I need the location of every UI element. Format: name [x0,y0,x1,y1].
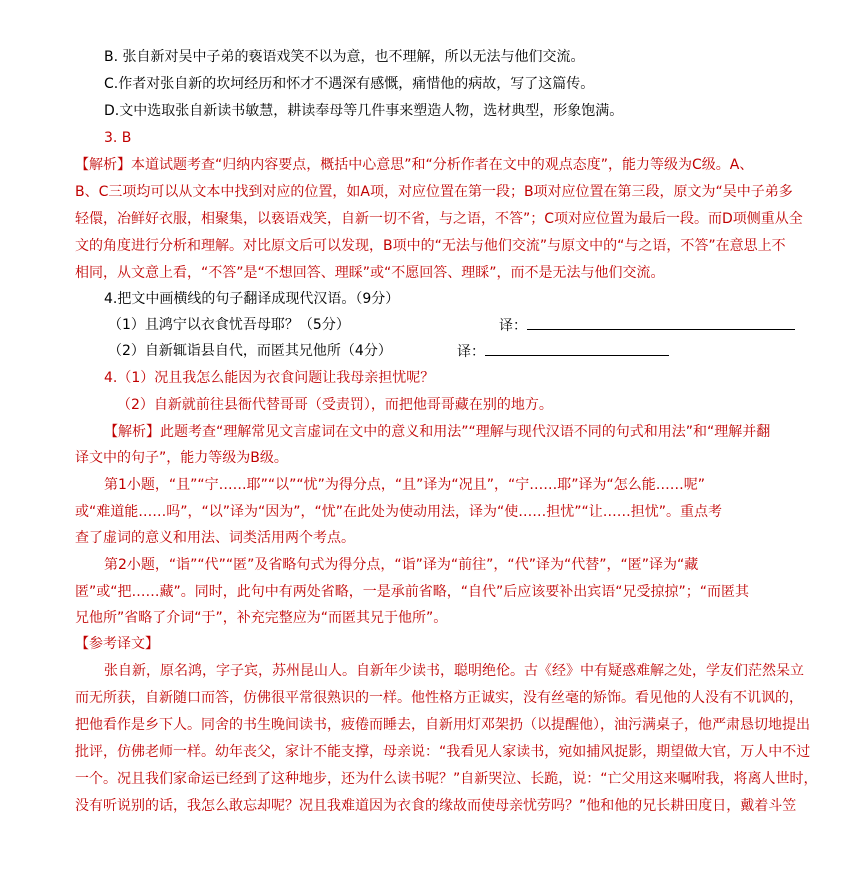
analysis-4-line-7: 匿”或“把……藏”。同时，此句中有两处省略，一是承前省略，“自代”后应该要补出宾语“兄受掠掠”；“而匿其 [75,584,750,600]
translation-line-2: 而无所获，自新随口而答，仿佛很平常很熟识的一样。他性格方正诚实，没有丝毫的矫饰。看见他的人没有不讥讽的， [75,690,803,706]
analysis-3-line-3: 轻儇，冶鲜好衣服，相聚集，以亵语戏笑，自新一切不省，与之语，不答”；C项对应位置为最后一段。而D项侧重从全 [75,211,803,227]
question-4-stem: 4.把文中画横线的句子翻译成现代汉语。（9分） [104,291,400,307]
analysis-4-line-6: 第2小题，“诣”“代”“匿”及省略句式为得分点，“诣”译为“前往”，“代”译为“代替”，“匿”译为“藏 [104,557,699,573]
translation-line-1: 张自新，原名鸿，字子宾，苏州昆山人。自新年少读书，聪明绝伦。古《经》中有疑惑难解之处，学友们茫然呆立 [104,663,804,679]
translation-label-2: 译： [457,344,485,360]
translation-heading: 【参考译文】 [75,636,159,652]
answer-underline-1 [527,315,795,330]
analysis-4-line-2: 译文中的句子”，能力等级为B级。 [75,450,288,466]
analysis-3-line-4: 文的角度进行分析和理解。对比原文后可以发现，B项中的“无法与他们交流”与原文中的“与之语，不答”在意思上不 [75,238,786,254]
option-d: D.文中选取张自新读书敏慧，耕读奉母等几件事来塑造人物，选材典型，形象饱满。 [104,103,624,119]
translation-blank-1 [499,315,795,336]
analysis-3-line-1: 【解析】本道试题考查“归纳内容要点，概括中心意思”和“分析作者在文中的观点态度”，能力等级为C级。A、 [75,157,754,173]
translation-blank-2 [457,341,669,362]
answer-4-line-1: 4.（1）况且我怎么能因为衣食问题让我母亲担忧呢？ [104,370,435,386]
question-4-sentence-2: （2）自新辄诣县自代，而匿其兄他所（4分） [108,343,392,359]
analysis-4-line-1: 【解析】此题考查“理解常见文言虚词在文中的意义和用法”“理解与现代汉语不同的句式和用法”和“理解并翻 [104,424,771,440]
analysis-4-line-4: 或“难道能……吗”，“以”译为“因为”，“忧”在此处为使动用法，译为“使……担忧”“让……担忧”。重点考 [75,504,723,520]
translation-label-1: 译： [499,318,527,334]
analysis-4-line-5: 查了虚词的意义和用法、词类活用两个考点。 [75,530,355,546]
translation-line-3: 把他看作是乡下人。同舍的书生晚间读书，疲倦而睡去，自新用灯邓架扔（以提醒他），油污满桌子，他严肃恳切地提出 [75,717,810,733]
translation-line-4: 批评，仿佛老师一样。幼年丧父，家计不能支撑，母亲说：“我看见人家读书，宛如捕风捉影，期望做大官，万人中不过 [75,744,811,760]
option-c: C.作者对张自新的坎坷经历和怀才不遇深有感慨，痛惜他的病故，写了这篇传。 [104,76,595,92]
analysis-3-line-2: B、C三项均可以从文本中找到对应的位置，如A项，对应位置在第一段；B项对应位置在第三段，原文为“吴中子弟多 [75,184,793,200]
analysis-4-line-3: 第1小题，“且”“宁……耶”“以”“忧”为得分点，“且”译为“况且”，“宁……耶”译为“怎么能……呢” [104,477,705,493]
analysis-3-line-5: 相同，从文意上看，“不答”是“不想回答、理睬”或“不愿回答、理睬”，而不是无法与他们交流。 [75,265,665,281]
translation-line-6: 没有听说别的话，我怎么敢忘却呢？况且我难道因为衣食的缘故而使母亲忧劳吗？”他和他的兄长耕田度日，戴着斗笠 [75,798,797,814]
analysis-4-line-8: 兄他所”省略了介词“于”，补充完整应为“而匿其兄于他所”。 [75,610,448,626]
translation-line-5: 一个。况且我们家命运已经到了这种地步，还为什么读书呢？”自新哭泣、长跪，说：“亡父用这来嘱咐我，将离人世时， [75,771,818,787]
answer-underline-2 [485,341,669,356]
answer-4-line-2: （2）自新就前往县衙代替哥哥（受责罚），而把他哥哥藏在别的地方。 [117,397,553,413]
question-4-sentence-1: （1）且鸿宁以衣食忧吾母耶？（5分） [108,317,350,333]
option-b: B. 张自新对吴中子弟的亵语戏笑不以为意，也不理解，所以无法与他们交流。 [104,49,585,65]
answer-3: 3. B [104,130,132,146]
